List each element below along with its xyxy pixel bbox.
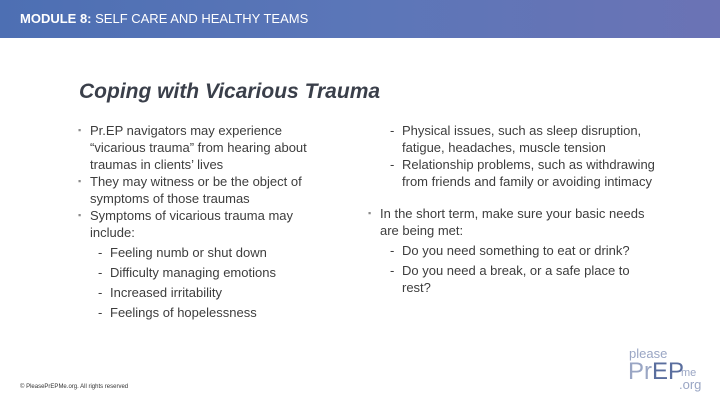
logo-prep-text bbox=[628, 358, 684, 385]
dash-icon: - bbox=[98, 265, 103, 280]
sub-bullet-text: Difficulty managing emotions bbox=[110, 265, 276, 280]
right-bullet-list bbox=[368, 122, 658, 296]
copyright-footer: © PleasePrEPMe.org. All rights reserved bbox=[20, 384, 129, 390]
dash-icon: - bbox=[390, 263, 395, 278]
bullet-icon: ▪ bbox=[78, 125, 82, 135]
slide-title: Coping with Vicarious Trauma bbox=[79, 80, 381, 103]
bullet-icon: ▪ bbox=[78, 210, 82, 220]
dash-icon: - bbox=[390, 123, 395, 138]
module-title: SELF CARE AND HEALTHY TEAMS bbox=[95, 11, 309, 26]
dash-icon: - bbox=[98, 305, 103, 320]
sub-bullet-item bbox=[78, 264, 338, 281]
bullet-item bbox=[368, 205, 658, 239]
bullet-icon: ▪ bbox=[368, 208, 372, 218]
left-bullet-list bbox=[78, 122, 338, 321]
sub-bullet-text: Do you need a break, or a safe place to rest? bbox=[402, 263, 630, 295]
bullet-icon: ▪ bbox=[78, 176, 82, 186]
sub-bullet-text: Physical issues, such as sleep disruption, fatigue, headaches, muscle tension bbox=[402, 123, 642, 155]
sub-bullet-item bbox=[78, 284, 338, 301]
dash-icon: - bbox=[390, 157, 395, 172]
module-label: MODULE 8: bbox=[20, 11, 92, 26]
logo-please-text: please bbox=[629, 346, 668, 361]
bullet-text: Pr.EP navigators may experience “vicarious trauma” from hearing about traumas in clients’ lives bbox=[90, 123, 307, 172]
logo-pr: Pr bbox=[628, 358, 652, 385]
dash-icon: - bbox=[98, 285, 103, 300]
sub-bullet-item bbox=[78, 244, 338, 261]
logo-ep: EP bbox=[652, 358, 685, 385]
sub-bullet-item bbox=[368, 156, 658, 190]
sub-bullet-text: Feeling numb or shut down bbox=[110, 245, 267, 260]
bullet-text: In the short term, make sure your basic needs are being met: bbox=[380, 206, 645, 238]
sub-bullet-item bbox=[368, 122, 658, 156]
logo-me-text: me bbox=[681, 367, 697, 379]
sub-bullet-text: Feelings of hopelessness bbox=[110, 305, 257, 320]
dash-icon: - bbox=[98, 245, 103, 260]
sub-bullet-text: Relationship problems, such as withdrawing from friends and family or avoiding intimacy bbox=[402, 157, 655, 189]
bullet-text: They may witness or be the object of symptoms of those traumas bbox=[90, 174, 302, 206]
dash-icon: - bbox=[390, 243, 395, 258]
module-heading bbox=[20, 11, 308, 26]
bullet-item bbox=[78, 207, 338, 241]
sub-bullet-item bbox=[78, 304, 338, 321]
bullet-item bbox=[78, 173, 338, 207]
sub-bullet-text: Increased irritability bbox=[110, 285, 222, 300]
sub-bullet-text: Do you need something to eat or drink? bbox=[402, 243, 630, 258]
bullet-text: Symptoms of vicarious trauma may include: bbox=[90, 208, 294, 240]
sub-bullet-item bbox=[368, 242, 658, 259]
bullet-item bbox=[78, 122, 338, 173]
logo-org-text: .org bbox=[679, 377, 702, 392]
pleaseprepme-logo bbox=[628, 346, 708, 392]
module-banner bbox=[0, 0, 720, 38]
sub-bullet-item bbox=[368, 262, 658, 296]
